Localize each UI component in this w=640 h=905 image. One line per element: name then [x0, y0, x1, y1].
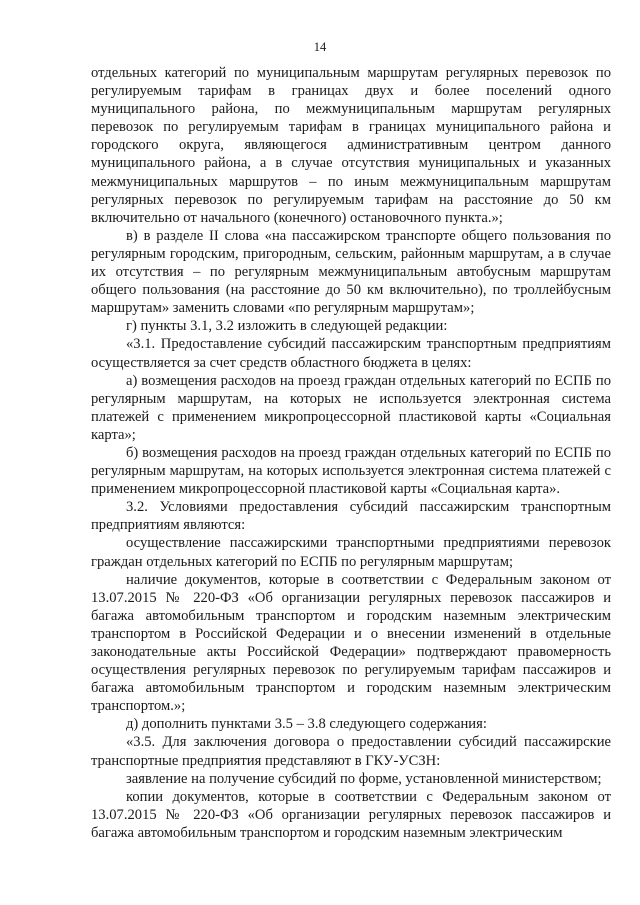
paragraph-subitem-b: б) возмещения расходов на проезд граждан отдельных категорий по ЕСПБ по регулярным маршрутам, на которых используется электронная система платежей с применением микропроцессорной пластиковой карты «Социальная карта».: [91, 444, 611, 498]
paragraph-clause-3-2: 3.2. Условиями предоставления субсидий пассажирским транспортным предприятиям являются:: [91, 499, 611, 534]
paragraph-item-d: д) дополнить пунктами 3.5 – 3.8 следующего содержания:: [126, 716, 487, 733]
paragraph-item-g: г) пункты 3.1, 3.2 изложить в следующей редакции:: [126, 318, 448, 335]
paragraph-continuation: отдельных категорий по муниципальным маршрутам регулярных перевозок по регулируемым тарифам в границах двух и более поселений одного муниципального района, по межмуниципальным маршрутам регулярных перевозок по регулируемым тарифам в границах муниципального района и городского округа, являющегося административным центром данного муниципального района, а в случае отсутствия муниципальных и указанных межмуниципальных маршрутов – по иным межмуниципальным маршрутам регулярных перевозок по регулируемым тарифам на расстояние до 50 км включительно от начального (конечного) остановочного пункта.»;: [91, 65, 611, 226]
paragraph-clause-3-5: «3.5. Для заключения договора о предоставлении субсидий пассажирские транспортные предприятия представляют в ГКУ-УСЗН:: [91, 734, 611, 769]
paragraph-condition-1: осуществление пассажирскими транспортными предприятиями перевозок граждан отдельных категорий по ЕСПБ по регулярным маршрутам;: [91, 535, 611, 570]
paragraph-item-v: в) в разделе II слова «на пассажирском транспорте общего пользования по регулярным городским, пригородным, сельским, районным маршрутам, а в случае их отсутствия – по регулярным межмуниципальным автобусным маршрутам общего пользования (на расстояние до 50 км включительно), по троллейбусным маршрутам» заменить словами «по регулярным маршрутам»;: [91, 227, 611, 317]
paragraph-copies: копии документов, которые в соответствии с Федеральным законом от 13.07.2015 № 220-ФЗ «Об организации регулярных перевозок пассажиров и багажа автомобильным транспортом и городским наземным электрическим: [91, 788, 611, 841]
paragraph-subitem-a: а) возмещения расходов на проезд граждан отдельных категорий по ЕСПБ по регулярным маршрутам, на которых не используется электронная система платежей с применением микропроцессорной пластиковой карты «Социальная карта»;: [91, 372, 611, 443]
paragraph-condition-2: наличие документов, которые в соответствии с Федеральным законом от 13.07.2015 № 220-ФЗ «Об организации регулярных перевозок пассажиров и багажа автомобильным транспортом и городским наземным электрическим транспортом в Российской Федерации и о внесении изменений в отдельные законодательные акты Российской Федерации» подтверждают правомерность осуществления регулярных перевозок по регулируемым тарифам пассажиров и багажа автомобильным транспортом и городским наземным электрическим транспортом.»;: [91, 571, 611, 715]
paragraph-application: заявление на получение субсидий по форме, установленной министерством;: [126, 770, 602, 787]
page-number: 14: [313, 40, 327, 54]
document-body: [91, 64, 611, 842]
paragraph-clause-3-1: «3.1. Предоставление субсидий пассажирским транспортным предприятиям осуществляется за счет средств областного бюджета в целях:: [91, 336, 611, 371]
